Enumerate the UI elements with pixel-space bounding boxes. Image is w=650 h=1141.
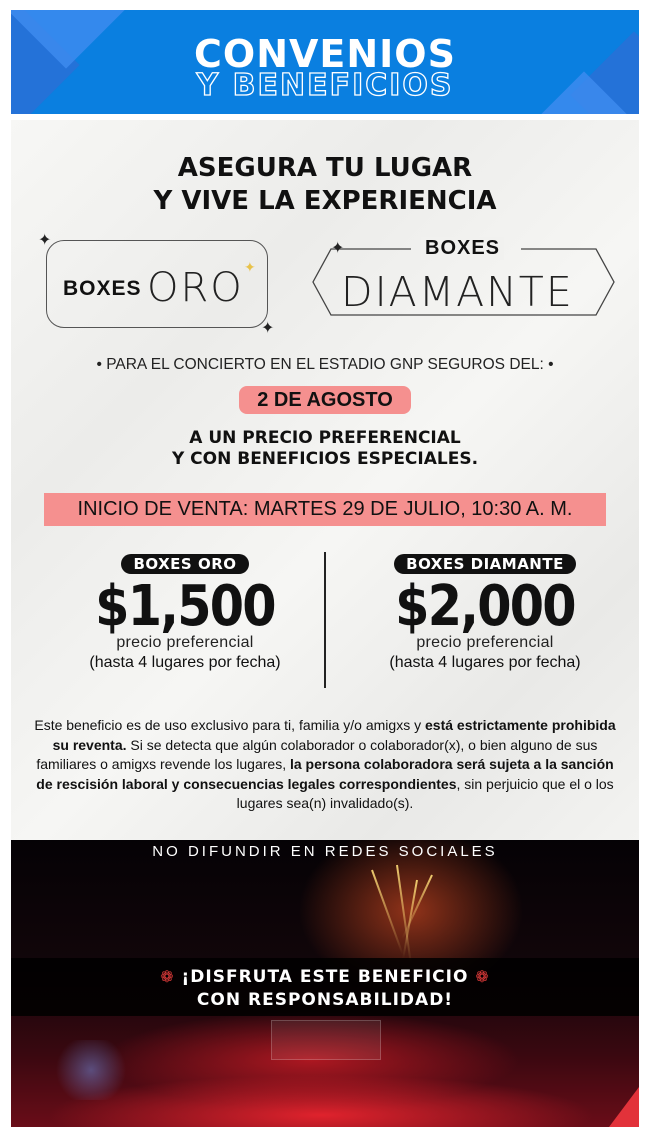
headline xyxy=(11,152,639,218)
preferential-text xyxy=(11,428,639,470)
logo-oro-prefix: BOXES xyxy=(63,277,142,300)
fine-print-bold: está estrictamente prohibida su reventa. xyxy=(52,717,616,753)
fine-print xyxy=(33,716,617,814)
sparkle-icon: ✦ xyxy=(331,240,345,257)
sparkle-icon: ✦ xyxy=(261,320,275,337)
responsibility-message xyxy=(11,965,639,1012)
price-limit: (hasta 4 lugares por fecha) xyxy=(389,654,581,671)
sparkle-icon: ✦ xyxy=(244,259,256,275)
fine-print-bold: la persona colaboradora será sujeta a la sanción de rescisión laboral y consecuencias legales correspondientes xyxy=(36,756,614,792)
price-label: precio preferencial xyxy=(416,634,554,651)
main-content xyxy=(11,120,639,840)
price-label: precio preferencial xyxy=(116,634,254,651)
fine-print-text: Si se detecta que algún colaborador o colaborador(x), o bien alguno de sus familiares o amigxs revende los lugares, xyxy=(36,736,598,772)
header-banner xyxy=(11,10,639,114)
headline-line2: Y VIVE LA EXPERIENCIA xyxy=(153,186,497,216)
corner-accent xyxy=(609,1087,639,1127)
message-line1: ¡DISFRUTA ESTE BENEFICIO xyxy=(181,967,469,987)
price-limit: (hasta 4 lugares por fecha) xyxy=(89,654,281,671)
message-line2: CON RESPONSABILIDAD! xyxy=(196,990,454,1010)
logo-diamante-prefix: BOXES xyxy=(421,237,504,260)
price-badge: BOXES ORO xyxy=(121,554,248,574)
preferential-line1: A UN PRECIO PREFERENCIAL xyxy=(189,428,461,448)
responsibility-band xyxy=(11,958,639,1016)
sale-start-banner: INICIO DE VENTA: MARTES 29 DE JULIO, 10:30 A. M. xyxy=(44,493,606,526)
price-badge: BOXES DIAMANTE xyxy=(394,554,576,574)
stage-screen xyxy=(271,1020,381,1060)
price-column-oro xyxy=(55,554,315,672)
logo-boxes-oro xyxy=(46,240,268,328)
price-value: $2,000 xyxy=(395,574,575,639)
price-column-diamante xyxy=(355,554,615,672)
header-subtitle: Y BENEFICIOS xyxy=(196,68,454,103)
price-value: $1,500 xyxy=(95,574,275,639)
concert-text: • PARA EL CONCIERTO EN EL ESTADIO GNP SEGUROS DEL: • xyxy=(96,356,554,373)
no-share-notice: NO DIFUNDIR EN REDES SOCIALES xyxy=(152,843,498,860)
flower-icon: ❁ xyxy=(160,967,175,986)
fine-print-text: , sin perjuicio que el o los lugares sea(n) invalidado(s). xyxy=(236,775,614,811)
logo-oro-name: ORO xyxy=(147,265,244,311)
sparkle-icon: ✦ xyxy=(38,232,52,249)
headline-line1: ASEGURA TU LUGAR xyxy=(177,153,473,183)
date-badge: 2 DE AGOSTO xyxy=(239,386,411,414)
fine-print-text: Este beneficio es de uso exclusivo para ti, familia y/o amigxs y xyxy=(34,717,425,733)
header-title: CONVENIOS xyxy=(194,32,456,76)
logo-diamante-name: DIAMANTE xyxy=(341,268,574,316)
stage-lights xyxy=(51,1040,131,1100)
concert-photo-banner xyxy=(11,840,639,1127)
logo-boxes-diamante xyxy=(311,237,616,316)
divider xyxy=(324,552,326,688)
preferential-line2: Y CON BENEFICIOS ESPECIALES. xyxy=(171,449,479,469)
flower-icon: ❁ xyxy=(475,967,490,986)
